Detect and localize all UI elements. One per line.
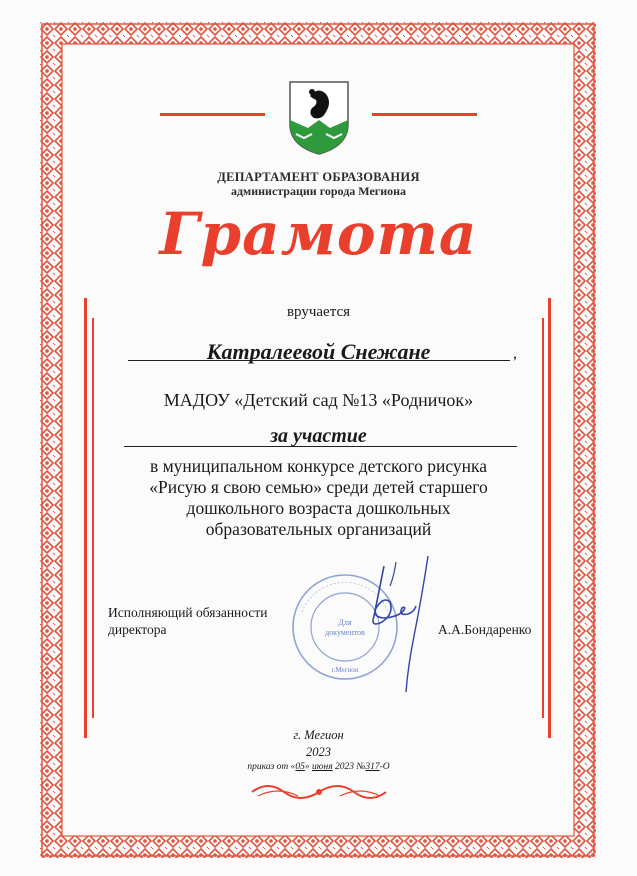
recipient-name: Катралеевой Снежане [206, 339, 431, 364]
order-month: июня [312, 762, 333, 772]
stamp-text: Для [338, 618, 352, 627]
description-line: образовательных организаций [205, 519, 432, 539]
stamp-text: документов [325, 628, 365, 637]
reason-text: за участие [270, 425, 367, 447]
order-no-prefix: № [356, 762, 366, 772]
department-name: ДЕПАРТАМЕНТ ОБРАЗОВАНИЯ [217, 170, 420, 184]
order-reference [0, 762, 637, 772]
order-suffix: -О [379, 762, 390, 772]
handwritten-signature [356, 556, 436, 696]
order-prefix: приказ от « [247, 762, 296, 772]
description-line: в муниципальном конкурсе детского рисунка [149, 456, 488, 476]
order-day: 05 [295, 762, 305, 772]
signatory-position [108, 604, 267, 638]
description-line: «Рисую я свою семью» среди детей старшего [149, 477, 488, 497]
city-emblem [288, 80, 350, 156]
stamp-text: г.Мегион [331, 666, 359, 674]
description-line: дошкольного возраста дошкольных [186, 498, 451, 518]
header-rule-right [372, 113, 477, 116]
order-number: 317 [365, 762, 380, 772]
recipient-comma: , [513, 345, 517, 362]
bottom-flourish [248, 778, 390, 806]
order-year: 2023 [334, 762, 354, 772]
certificate-title: Грамота [159, 200, 478, 268]
header-rule-left [160, 113, 265, 116]
presented-label: вручается [286, 304, 351, 320]
position-line: директора [108, 622, 167, 637]
organization-name: МАДОУ «Детский сад №13 «Родничок» [163, 390, 474, 410]
position-line: Исполняющий обязанности [108, 605, 268, 620]
issue-year: 2023 [306, 745, 331, 759]
issue-city: г. Мегион [293, 728, 344, 742]
administration-name: администрации города Мегиона [230, 184, 407, 198]
order-mid: » [304, 762, 310, 772]
award-description [0, 456, 637, 540]
signatory-name: А.А.Бондаренко [438, 622, 532, 637]
